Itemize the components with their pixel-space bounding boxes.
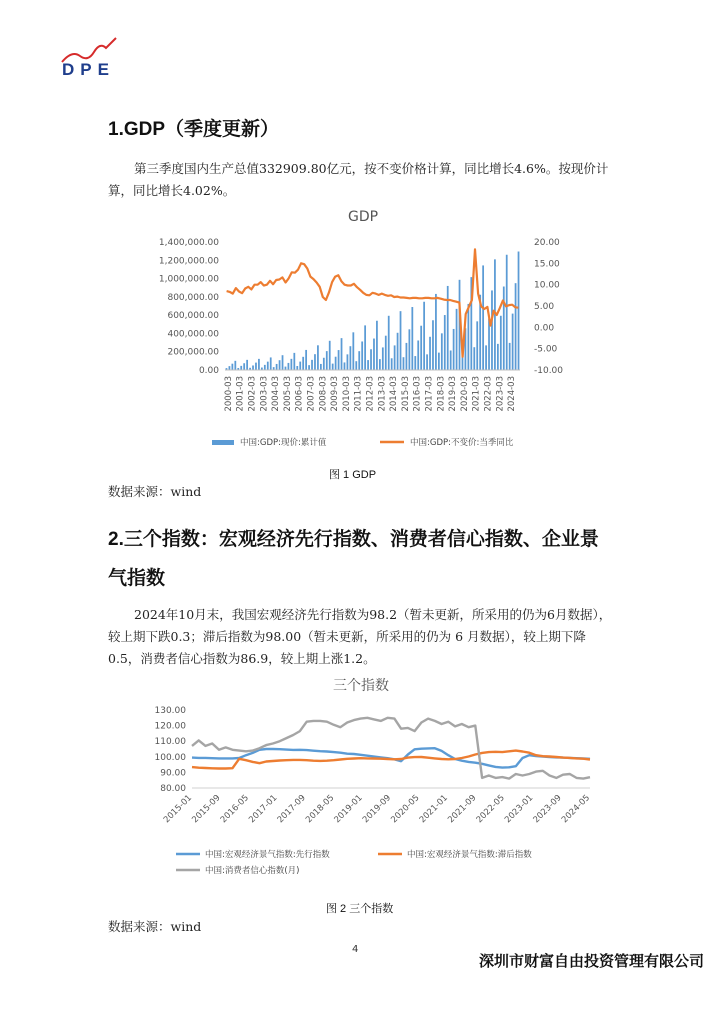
gdp-bar <box>355 361 357 370</box>
gdp-bar <box>385 336 387 370</box>
index-series-line-2 <box>192 718 590 779</box>
gdp-bar <box>382 347 384 370</box>
x-tick-label: 2021-09 <box>446 793 479 826</box>
legend-label-confidence: 中国:消费者信心指数(月) <box>205 866 300 876</box>
y-left-tick-label: 1,200,000.00 <box>158 256 219 267</box>
gdp-bar <box>240 366 242 370</box>
x-tick-label: 2000-03 <box>223 376 234 412</box>
y-right-tick-label: -5.00 <box>534 344 558 355</box>
gdp-bar <box>447 286 449 370</box>
gdp-bar <box>373 339 375 370</box>
y-tick-label: 130.00 <box>154 706 186 716</box>
x-tick-label: 2011-03 <box>353 376 364 412</box>
gdp-bar <box>512 314 514 370</box>
gdp-bar <box>288 363 290 370</box>
y-tick-label: 100.00 <box>154 752 186 763</box>
gdp-bar <box>370 349 372 370</box>
gdp-bar <box>332 364 334 370</box>
gdp-bar <box>376 321 378 370</box>
company-name: 深圳市财富自由投资管理有限公司 <box>478 952 704 970</box>
y-right-tick-label: 15.00 <box>534 259 560 270</box>
gdp-bar <box>400 311 402 370</box>
gdp-bar <box>394 345 396 370</box>
gdp-bar <box>229 366 231 370</box>
gdp-bar <box>326 351 328 370</box>
gdp-bar <box>435 294 437 370</box>
x-tick-label: 2017-01 <box>247 793 280 826</box>
gdp-bar <box>509 343 511 370</box>
x-tick-label: 2013-03 <box>377 376 388 412</box>
x-tick-label: 2003-03 <box>259 376 270 412</box>
y-right-tick-label: -10.00 <box>534 366 564 376</box>
gdp-bar <box>234 361 236 370</box>
gdp-bar <box>352 332 354 370</box>
x-tick-label: 2019-09 <box>360 793 394 826</box>
y-right-tick-label: 20.00 <box>534 238 560 248</box>
gdp-bar <box>423 302 425 370</box>
gdp-bar <box>308 365 310 370</box>
x-tick-label: 2024-05 <box>559 793 593 826</box>
gdp-bar <box>317 345 319 370</box>
x-tick-label: 2015-09 <box>190 793 223 826</box>
x-tick-label: 2009-03 <box>330 376 341 412</box>
gdp-bar <box>503 287 505 370</box>
section1-source: 数据来源：wind <box>108 484 202 499</box>
gdp-bar <box>323 358 325 370</box>
section2-heading-line2: 气指数 <box>108 568 166 589</box>
gdp-bar <box>252 365 254 370</box>
gdp-bar <box>290 359 292 370</box>
gdp-bar <box>500 316 502 370</box>
gdp-bar <box>282 355 284 370</box>
gdp-bar <box>491 290 493 370</box>
y-left-tick-label: 1,000,000.00 <box>158 274 219 285</box>
gdp-bar <box>296 366 298 370</box>
gdp-bar <box>467 304 469 370</box>
x-tick-label: 2017-03 <box>424 376 435 412</box>
gdp-bar <box>267 362 269 370</box>
x-tick-label: 2021-01 <box>417 793 450 826</box>
gdp-bar <box>414 356 416 370</box>
y-left-tick-label: 1,400,000.00 <box>158 238 219 248</box>
x-tick-label: 2012-03 <box>365 376 376 412</box>
gdp-bar <box>305 350 307 370</box>
x-tick-label: 2022-03 <box>483 376 494 412</box>
gdp-bar <box>476 321 478 370</box>
gdp-bar <box>347 354 349 370</box>
x-tick-label: 2018-05 <box>304 793 337 826</box>
gdp-bar <box>438 353 440 370</box>
x-tick-label: 2024-03 <box>507 376 518 412</box>
x-tick-label: 2016-03 <box>412 376 423 412</box>
section1-heading: 1.GDP（季度更新） <box>108 119 280 140</box>
gdp-bar <box>293 353 295 370</box>
gdp-bar <box>388 316 390 370</box>
y-right-tick-label: 10.00 <box>534 280 560 291</box>
gdp-bar <box>441 333 443 370</box>
x-tick-label: 2008-03 <box>318 376 329 412</box>
y-right-tick-label: 5.00 <box>534 302 555 312</box>
gdp-chart-title: GDP <box>348 209 379 225</box>
index-chart <box>150 700 600 890</box>
gdp-bar <box>426 354 428 370</box>
y-left-tick-label: 800,000.00 <box>167 292 219 303</box>
x-tick-label: 2016-05 <box>218 793 251 826</box>
y-left-tick-label: 400,000.00 <box>167 329 219 340</box>
legend-label-line: 中国:GDP:不变价:当季同比 <box>410 438 514 448</box>
gdp-bar <box>270 357 272 370</box>
gdp-bar <box>432 320 434 370</box>
section2-heading-line1: 2.三个指数：宏观经济先行指数、消费者信心指数、企业景 <box>108 529 599 550</box>
logo-text: DPE <box>62 60 115 79</box>
gdp-bar <box>338 350 340 370</box>
x-tick-label: 2001-03 <box>235 376 246 412</box>
y-left-tick-label: 0.00 <box>198 366 219 376</box>
gdp-bar <box>397 333 399 370</box>
gdp-bar <box>302 357 304 370</box>
gdp-bar <box>361 341 363 370</box>
legend-swatch-bar <box>212 440 234 445</box>
gdp-bar <box>506 255 508 370</box>
y-tick-label: 120.00 <box>154 721 186 732</box>
y-left-tick-label: 200,000.00 <box>167 347 219 358</box>
gdp-bar <box>264 365 266 370</box>
gdp-bar <box>473 347 475 370</box>
x-tick-label: 2023-03 <box>495 376 506 412</box>
gdp-bar <box>344 362 346 370</box>
gdp-bar <box>450 350 452 370</box>
x-tick-label: 2021-03 <box>471 376 482 412</box>
gdp-bar <box>364 325 366 370</box>
x-tick-label: 2019-03 <box>448 376 459 412</box>
gdp-bar <box>453 329 455 370</box>
gdp-bar <box>408 329 410 370</box>
gdp-bar <box>411 307 413 370</box>
x-tick-label: 2015-01 <box>161 793 195 826</box>
gdp-bar <box>335 357 337 370</box>
gdp-bar <box>358 351 360 370</box>
x-tick-label: 2023-09 <box>531 793 564 826</box>
gdp-bar <box>417 340 419 370</box>
index-chart-title: 三个指数 <box>333 678 389 694</box>
gdp-bar <box>515 283 517 370</box>
x-tick-label: 2014-03 <box>389 376 400 412</box>
x-tick-label: 2022-05 <box>474 793 507 826</box>
legend-label-leading: 中国:宏观经济景气指数:先行指数 <box>205 850 330 860</box>
x-tick-label: 2002-03 <box>247 376 258 412</box>
section1-paragraph: 第三季度国内生产总值332909.80亿元，按不变价格计算，同比增长4.6%。按现价计算，同比增长4.02%。 <box>108 161 609 198</box>
gdp-bar <box>255 363 257 370</box>
x-tick-label: 2005-03 <box>282 376 293 412</box>
x-tick-label: 2020-03 <box>459 376 470 412</box>
gdp-chart <box>140 230 590 460</box>
x-tick-label: 2010-03 <box>341 376 352 412</box>
y-left-tick-label: 600,000.00 <box>167 311 219 322</box>
legend-label-bar: 中国:GDP:现价:累计值 <box>240 438 327 448</box>
gdp-bar <box>341 338 343 370</box>
gdp-bar <box>403 357 405 370</box>
gdp-bar <box>320 364 322 370</box>
gdp-bar <box>379 359 381 370</box>
x-tick-label: 2017-09 <box>275 793 308 826</box>
section2-source: 数据来源：wind <box>108 919 202 934</box>
gdp-bar <box>299 362 301 370</box>
y-right-tick-label: 0.00 <box>534 323 555 334</box>
gdp-bar <box>329 341 331 370</box>
gdp-bar <box>485 345 487 370</box>
gdp-bar <box>311 360 313 370</box>
x-tick-label: 2018-03 <box>436 376 447 412</box>
gdp-bar <box>285 367 287 370</box>
gdp-bar <box>406 343 408 370</box>
gdp-bar <box>231 364 233 370</box>
page-number: 4 <box>352 944 359 955</box>
gdp-bar <box>243 363 245 370</box>
x-tick-label: 2007-03 <box>306 376 317 412</box>
x-tick-label: 2020-05 <box>389 793 422 826</box>
x-tick-label: 2015-03 <box>400 376 411 412</box>
gdp-bar <box>444 315 446 370</box>
x-tick-label: 2023-01 <box>503 793 536 826</box>
gdp-bar <box>420 326 422 370</box>
gdp-bar <box>349 346 351 370</box>
section2-paragraph: 2024年10月末，我国宏观经济先行指数为98.2（暂未更新，所采用的仍为6月数据），较上期下跌0.3；滞后指数为98.00（暂未更新，所采用的仍为 6 月数据），较上期下降0.5，消费者信心指数为86.9，较上期上涨1.2。 <box>108 607 612 666</box>
gdp-bar <box>518 252 520 370</box>
gdp-bar <box>429 337 431 370</box>
gdp-bar <box>456 309 458 370</box>
x-tick-label: 2006-03 <box>294 376 305 412</box>
x-tick-label: 2004-03 <box>271 376 282 412</box>
gdp-growth-line <box>227 249 519 356</box>
legend-label-lagging: 中国:宏观经济景气指数:滞后指数 <box>407 850 532 860</box>
gdp-bar <box>482 265 484 370</box>
x-tick-label: 2019-01 <box>332 793 365 826</box>
gdp-caption: 图 1 GDP <box>329 469 377 481</box>
gdp-bar <box>246 360 248 370</box>
y-tick-label: 80.00 <box>160 784 186 794</box>
gdp-bar <box>279 360 281 370</box>
gdp-bar <box>314 354 316 370</box>
y-tick-label: 110.00 <box>154 737 186 748</box>
gdp-bar <box>367 360 369 370</box>
gdp-bar <box>276 364 278 370</box>
y-tick-label: 90.00 <box>160 768 186 779</box>
gdp-bar <box>391 358 393 370</box>
gdp-bar <box>497 344 499 370</box>
gdp-bar <box>258 359 260 370</box>
index-caption: 图 2 三个指数 <box>326 903 394 915</box>
